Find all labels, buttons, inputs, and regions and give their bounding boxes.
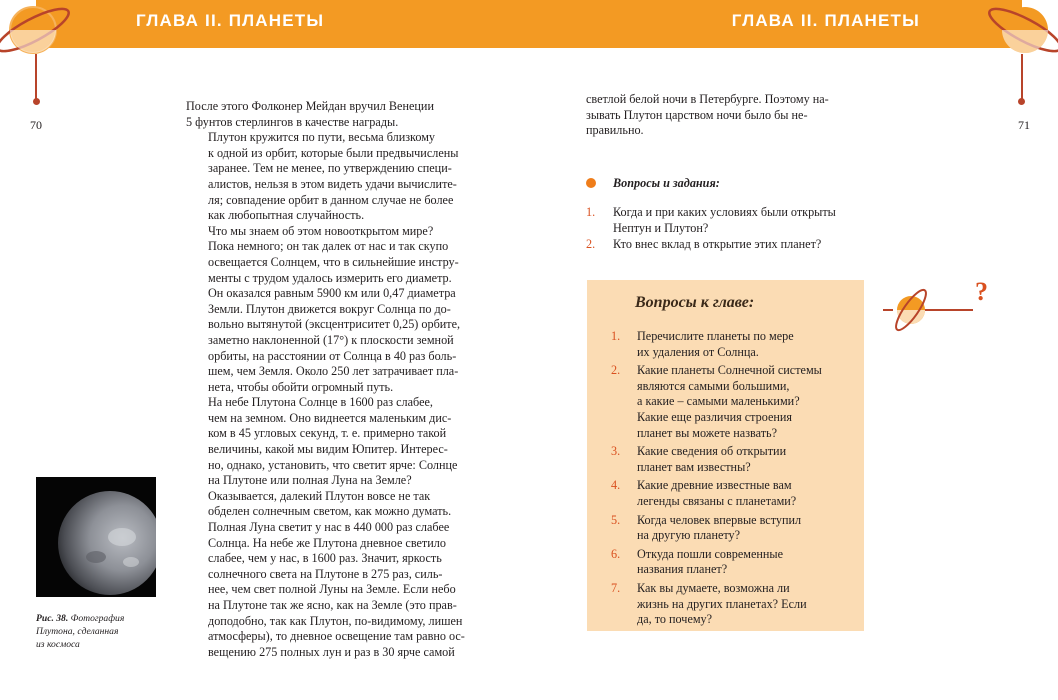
text-line: светлой белой ночи в Петербурге. Поэтому на- xyxy=(586,92,829,106)
chapter-question-item xyxy=(611,547,861,578)
text-line: обделен солнечным светом, как можно думать. xyxy=(208,504,452,519)
text-line: величины, какой мы видим Юпитер. Интерес- xyxy=(208,442,448,457)
chapter-questions-list xyxy=(611,329,861,631)
questions-list xyxy=(586,205,886,254)
list-item-line: Перечислите планеты по мере xyxy=(637,329,794,343)
question-item xyxy=(586,205,886,236)
list-number: 5. xyxy=(611,512,621,527)
chapter-question-item xyxy=(611,478,861,509)
paragraph xyxy=(186,489,473,661)
list-number: 1. xyxy=(611,329,621,343)
text-line: Что мы знаем об этом новооткрытом мире? xyxy=(208,223,434,238)
text-line: вещению 275 полных лун и раз в 30 ярче самой xyxy=(208,644,455,659)
chapter-title-right: ГЛАВА II. ПЛАНЕТЫ xyxy=(731,11,920,30)
page-number-right: 71 xyxy=(1018,118,1030,132)
list-item-line: Нептун и Плутон? xyxy=(613,220,709,235)
chapter-title-left: ГЛАВА II. ПЛАНЕТЫ xyxy=(136,11,325,30)
list-number: 3. xyxy=(611,444,621,459)
text-line: атмосферы), то дневное освещение там равно ос- xyxy=(208,629,465,644)
text-line: правильно. xyxy=(586,123,644,138)
text-line: на Плутоне или полная Луна на Земле? xyxy=(208,473,412,488)
list-item-line: их удаления от Солнца. xyxy=(637,344,759,359)
header-band-right xyxy=(529,0,1022,48)
text-line: как любопытная случайность. xyxy=(208,208,365,223)
page-marker-line-left xyxy=(35,54,37,99)
continuation-text xyxy=(586,92,873,139)
list-item-line: Когда и при каких условиях были открыты xyxy=(613,205,836,219)
list-item-line: на другую планету? xyxy=(637,528,741,543)
text-line: к одной из орбит, которые были предвычислены xyxy=(208,145,459,160)
list-item-line: Какие еще различия строения xyxy=(637,409,793,424)
list-item-line: жизнь на других планетах? Если xyxy=(637,596,807,611)
questions-heading: Вопросы и задания: xyxy=(613,176,720,190)
chapter-question-item xyxy=(611,581,861,628)
list-item-line: Какие древние известные вам xyxy=(637,478,792,493)
list-item-line: Откуда пошли современные xyxy=(637,546,784,561)
list-item-line: являются самыми большими, xyxy=(637,378,790,393)
paragraph xyxy=(186,395,473,489)
text-line: алистов, нельзя в этом видеть удачи вычислите- xyxy=(208,176,457,191)
planet-ring-icon-right xyxy=(978,0,1058,60)
text-line: Земли. Плутон движется вокруг Солнца по до- xyxy=(208,301,451,316)
list-item-line: Как вы думаете, возможна ли xyxy=(637,580,790,595)
list-item-line: а какие – самыми маленькими? xyxy=(637,394,800,409)
text-line: менты с трудом удалось измерить его диаметр. xyxy=(208,270,452,285)
text-line: После этого Фолконер Мейдан вручил Венеции xyxy=(186,99,434,113)
text-line: орбиты, на расстоянии от Солнца в 40 раз боль- xyxy=(208,348,457,363)
text-line: но, однако, установить, что светит ярче: Солнце xyxy=(208,457,458,472)
text-line: 5 фунтов стерлингов в качестве награды. xyxy=(186,114,399,129)
text-line: ком в 45 угловых секунд, т. е. примерно такой xyxy=(208,426,447,441)
list-item-line: Какие сведения об открытии xyxy=(637,444,787,459)
page-marker-dot-right xyxy=(1018,98,1025,105)
chapter-box-title: Вопросы к главе: xyxy=(635,294,755,311)
list-item-line: легенды связаны с планетами? xyxy=(637,493,797,508)
list-number: 1. xyxy=(586,205,596,219)
list-number: 2. xyxy=(586,237,596,252)
list-item-line: Кто внес вклад в открытие этих планет? xyxy=(613,237,822,252)
list-number: 7. xyxy=(611,580,621,595)
text-line: ля; совпадение орбит в данном случае не более xyxy=(208,192,454,207)
text-line: Плутон кружится по пути, весьма близкому xyxy=(208,130,436,145)
question-mark-icon: ? xyxy=(975,277,988,306)
right-page xyxy=(529,0,1058,700)
text-line: нета, чтобы обойти огромный путь. xyxy=(208,379,394,394)
page-marker-dot-left xyxy=(33,98,40,105)
page-number-left: 70 xyxy=(30,118,42,132)
caption-line: из космоса xyxy=(36,639,80,650)
text-line: солнечного света на Плутоне в 275 раз, силь- xyxy=(208,566,443,581)
text-line: Он оказался равным 5900 км или 0,47 диаметра xyxy=(208,286,456,301)
paragraph xyxy=(186,99,473,130)
text-line: заметно наклоненной (17°) к плоскости земной xyxy=(208,332,454,347)
list-item-line: да, то почему? xyxy=(637,612,713,627)
text-line: зывать Плутон царством ночи было бы не- xyxy=(586,107,808,122)
list-item-line: планет вам известны? xyxy=(637,459,751,474)
pluto-photo xyxy=(36,477,156,597)
question-item xyxy=(586,237,886,253)
paragraph xyxy=(586,92,873,139)
text-line: чем на земном. Оно виднеется маленьким дис- xyxy=(208,410,452,425)
text-line: Полная Луна светит у нас в 440 000 раз слабее xyxy=(208,520,450,535)
chapter-question-item xyxy=(611,363,861,441)
text-line: доподобно, так как Плутон, по-видимому, лишен xyxy=(208,613,463,628)
caption-line: Фотография xyxy=(70,613,125,624)
chapter-question-item xyxy=(611,513,861,544)
list-item-line: Когда человек впервые вступил xyxy=(637,512,802,527)
text-line: слабее, чем у нас, в 1600 раз. Значит, яркость xyxy=(208,551,442,566)
list-item-line: Какие планеты Солнечной системы xyxy=(637,363,822,378)
list-number: 4. xyxy=(611,478,621,493)
header-band-left xyxy=(36,0,529,48)
question-planet-icon xyxy=(883,270,993,340)
text-line: на Плутоне так же ясно, как на Земле (это прав- xyxy=(208,598,457,612)
text-line: Солнца. На небе же Плутона дневное светило xyxy=(208,535,446,550)
list-number: 2. xyxy=(611,363,621,378)
paragraph xyxy=(186,224,473,396)
text-line: шем, чем Земля. Около 250 лет затрачивает пла- xyxy=(208,364,459,379)
chapter-question-item xyxy=(611,329,861,360)
list-number: 6. xyxy=(611,546,621,561)
figure-label: Рис. 38. xyxy=(36,613,69,624)
chapter-questions-box xyxy=(587,280,864,631)
paragraph xyxy=(186,130,473,224)
caption-line: Плутона, сделанная xyxy=(36,626,119,637)
text-line: вольно вытянутой (эксцентриситет 0,25) орбите, xyxy=(208,317,461,332)
pluto-image xyxy=(36,477,156,597)
text-line: Оказывается, далекий Плутон вовсе не так xyxy=(208,488,431,503)
list-item-line: названия планет? xyxy=(637,562,728,577)
figure-caption xyxy=(36,612,156,651)
text-line: Пока немного; он так далек от нас и так скупо xyxy=(208,239,449,254)
text-line: освещается Солнцем, что в сильнейшие инстру- xyxy=(208,254,459,269)
page-marker-line-right xyxy=(1021,54,1023,99)
text-line: На небе Плутона Солнце в 1600 раз слабее, xyxy=(208,395,433,410)
text-line: нее, чем свет полной Луны на Земле. Если небо xyxy=(208,582,456,597)
chapter-question-item xyxy=(611,444,861,475)
list-item-line: планет вы можете назвать? xyxy=(637,425,777,440)
bullet-icon xyxy=(586,178,596,188)
text-line: заранее. Тем не менее, по утверждению специ- xyxy=(208,161,452,176)
planet-ring-icon-left xyxy=(0,0,80,60)
main-text-column xyxy=(186,99,473,660)
